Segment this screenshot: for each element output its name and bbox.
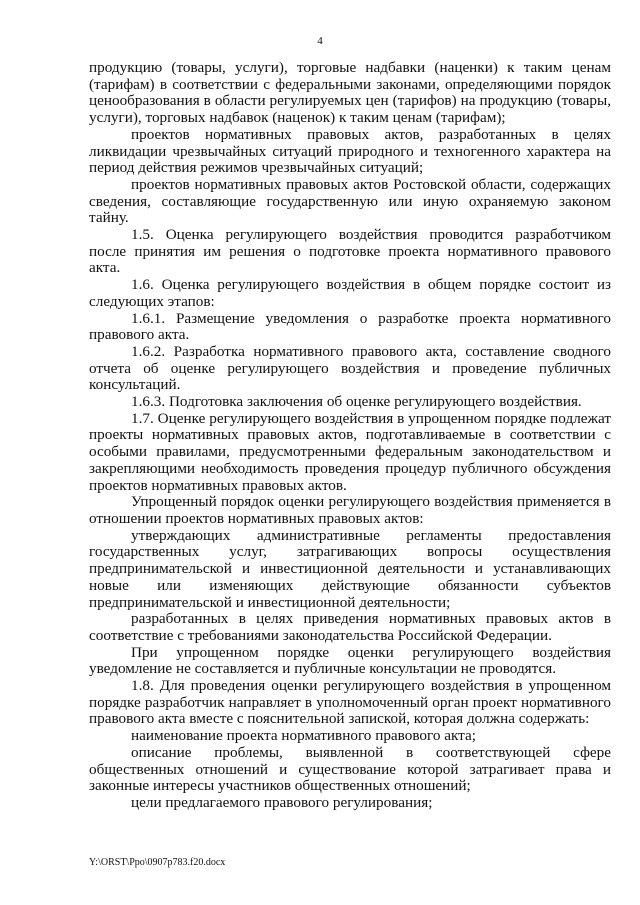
page-number: 4 <box>317 35 323 47</box>
paragraph: описание проблемы, выявленной в соответствующей сфере общественных отношений и существование которой затрагивает права и законные интересы участников общественных отношений; <box>89 743 611 795</box>
paragraph: 1.6. Оценка регулирующего воздействия в общем порядке состоит из следующих этапов: <box>89 276 611 310</box>
paragraph: 1.6.3. Подготовка заключения об оценке регулирующего воздействия. <box>131 393 582 411</box>
file-path-footer: Y:\ORST\Ppo\0907p783.f20.docx <box>89 857 226 868</box>
paragraph: разработанных в целях приведения нормативных правовых актов в соответствие с требованиями законодательства Российской Федерации. <box>89 610 611 644</box>
paragraph: проектов нормативных правовых актов, разработанных в целях ликвидации чрезвычайных ситуаций природного и техногенного характера на период действия режимов чрезвычайных ситуаций; <box>89 125 611 177</box>
paragraph: 1.7. Оценке регулирующего воздействия в упрощенном порядке подлежат проекты нормативных правовых актов, подготавливаемые в соответствии с особыми правилами, предусмотренными федеральным законодательством и закрепляющими необходимость проведения процедур публичного обсуждения проектов нормативных правовых актов. <box>89 409 611 494</box>
paragraph: 1.6.1. Размещение уведомления о разработке проекта нормативного правового акта. <box>89 309 611 344</box>
paragraph: цели предлагаемого правового регулирования; <box>131 793 433 811</box>
paragraph: проектов нормативных правовых актов Ростовской области, содержащих сведения, составляющие государственную или иную охраняемую законом тайну. <box>89 175 611 227</box>
paragraph: 1.5. Оценка регулирующего воздействия проводится разработчиком после принятия им решения о подготовке проекта нормативного правового акта. <box>89 226 611 277</box>
paragraph: утверждающих административные регламенты предоставления государственных услуг, затрагивающих вопросы осуществления предпринимательской и инвестиционной деятельности и устанавливающих новые или изменяющих действующие обязанности субъектов предпринимательской и инвестиционной деятельности; <box>89 526 611 611</box>
paragraph: Упрощенный порядок оценки регулирующего воздействия применяется в отношении проектов нормативных правовых актов: <box>89 493 611 527</box>
paragraph: 1.8. Для проведения оценки регулирующего воздействия в упрощенном порядке разработчик направляет в уполномоченный орган проект нормативного правового акта вместе с пояснительной запиской, которая должна содержать: <box>89 677 611 728</box>
paragraph: продукцию (товары, услуги), торговые надбавки (наценки) к таким ценам (тарифам) в соответствии с федеральными законами, определяющими порядок ценообразования в области регулируемых цен (тарифов) на продукцию (товары, услуги), торговых надбавок (наценок) к таким ценам (тарифам); <box>89 59 611 127</box>
paragraph: При упрощенном порядке оценки регулирующего воздействия уведомление не составляется и публичные консультации не проводятся. <box>89 643 611 678</box>
document-body <box>89 60 611 812</box>
paragraph: 1.6.2. Разработка нормативного правового акта, составление сводного отчета об оценке регулирующего воздействия и проведение публичных консультаций. <box>89 342 611 394</box>
paragraph: наименование проекта нормативного правового акта; <box>131 727 476 745</box>
